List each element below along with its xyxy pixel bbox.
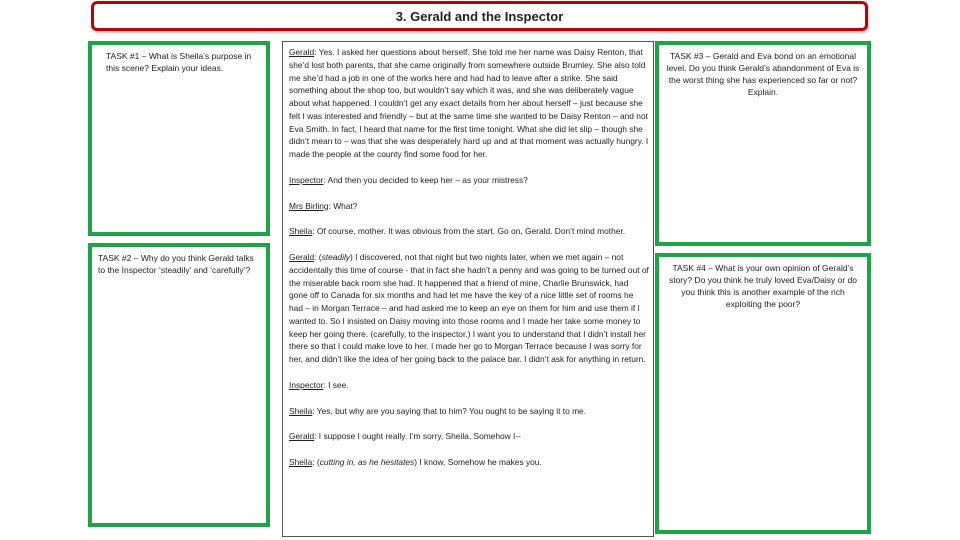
task-1-text: TASK #1 – What is Sheila’s purpose in this scene? Explain your ideas. bbox=[106, 51, 252, 73]
title-banner bbox=[91, 1, 868, 31]
script-line bbox=[289, 430, 649, 443]
speaker-name: Sheila bbox=[289, 405, 313, 416]
task-3-text: TASK #3 – Gerald and Eva bond on an emotional level. Do you think Gerald’s abandonment of Eva is the worst thing she has experienced so far or not? Explain. bbox=[666, 51, 860, 97]
line-text: ) I know. Somehow he makes you. bbox=[414, 457, 542, 467]
script-line bbox=[289, 251, 649, 366]
script-line bbox=[289, 456, 649, 469]
script-line bbox=[289, 46, 649, 161]
page-title: 3. Gerald and the Inspector bbox=[395, 8, 564, 24]
script-line bbox=[289, 225, 649, 238]
line-text: : What? bbox=[328, 200, 358, 211]
speaker-name: Sheila bbox=[289, 226, 313, 237]
line-text: : Of course, mother. It was obvious from the start. Go on, Gerald. Don’t mind mother. bbox=[312, 226, 626, 237]
script-extract bbox=[282, 41, 654, 537]
line-text: : Yes. I asked her questions about herself. She told me her name was Daisy Renton, that she’d lost both parents, that she came originally from somewhere outside Brumley. She also told me she’d had a job in one of the works here and had had to leave after a strike. She said something about the shop too, but wouldn’t say which it was, and she was deliberately vague about what happened. I couldn’t get any exact details from her about herself – just because she felt I was interested and friendly – but at the same time she wanted to be Daisy Renton – and not Eva Smith. In fact, I heard that name for the first time tonight. What she did let slip – though she didn’t mean to – was that she was desperately hard up and at that moment was actually hungry. I made the people at the county find some food for her. bbox=[289, 47, 649, 159]
speaker-name: Gerald bbox=[289, 47, 315, 57]
line-text: : ( bbox=[312, 457, 320, 467]
line-text: : And then you decided to keep her – as your mistress? bbox=[323, 174, 528, 185]
task-4-text: TASK #4 – What is your own opinion of Gerald’s story? Do you think he truly loved Eva/Daisy or do you think this is another example of the rich exploiting the poor? bbox=[668, 263, 858, 309]
stage-direction: steadily bbox=[321, 252, 350, 262]
speaker-name: Mrs Birling bbox=[289, 200, 329, 211]
task-3-box bbox=[655, 41, 871, 246]
script-line bbox=[289, 405, 649, 418]
task-2-box bbox=[88, 243, 270, 527]
script-line bbox=[289, 174, 649, 187]
script-line bbox=[289, 379, 649, 392]
task-2-text: TASK #2 – Why do you think Gerald talks to the Inspector ‘steadily’ and ‘carefully’? bbox=[98, 253, 254, 275]
speaker-name: Gerald bbox=[289, 431, 315, 442]
line-text: ) I discovered, not that night but two nights later, when we met again – not accidentally this time of course - that in fact she hadn’t a penny and was going to be turned out of the miserable back room she had. It happened that a friend of mine, Charlie Brunswick, had gone off to Canada for six months and had let me have the key of a nice little set of rooms he had – in Morgan Terrace – and had asked me to keep an eye on them for him and use them if I wanted to. So I insisted on Daisy moving into those rooms and I made her take some money to keep her going there. (carefully, to the inspector.) I want you to understand that I didn’t install her there so that I could make love to her. I made her go to Morgan Terrace because I was sorry for her, and didn’t like the idea of her going back to the palace bar. I didn’t ask for anything in return. bbox=[289, 252, 649, 364]
stage-direction: cutting in, as he hesitates bbox=[319, 457, 415, 467]
speaker-name: Inspector bbox=[289, 174, 324, 185]
speaker-name: Sheila bbox=[289, 457, 313, 467]
line-text: : ( bbox=[314, 252, 322, 262]
speaker-name: Gerald bbox=[289, 252, 315, 262]
task-4-box bbox=[655, 253, 871, 534]
line-text: : Yes, but why are you saying that to him? You ought to be saying it to me. bbox=[312, 405, 587, 416]
script-line bbox=[289, 200, 649, 213]
line-text: : I suppose I ought really. I’m sorry, Sheila. Somehow I-- bbox=[314, 431, 521, 442]
task-1-box bbox=[88, 41, 270, 236]
speaker-name: Inspector bbox=[289, 379, 324, 390]
line-text: : I see. bbox=[323, 379, 349, 390]
